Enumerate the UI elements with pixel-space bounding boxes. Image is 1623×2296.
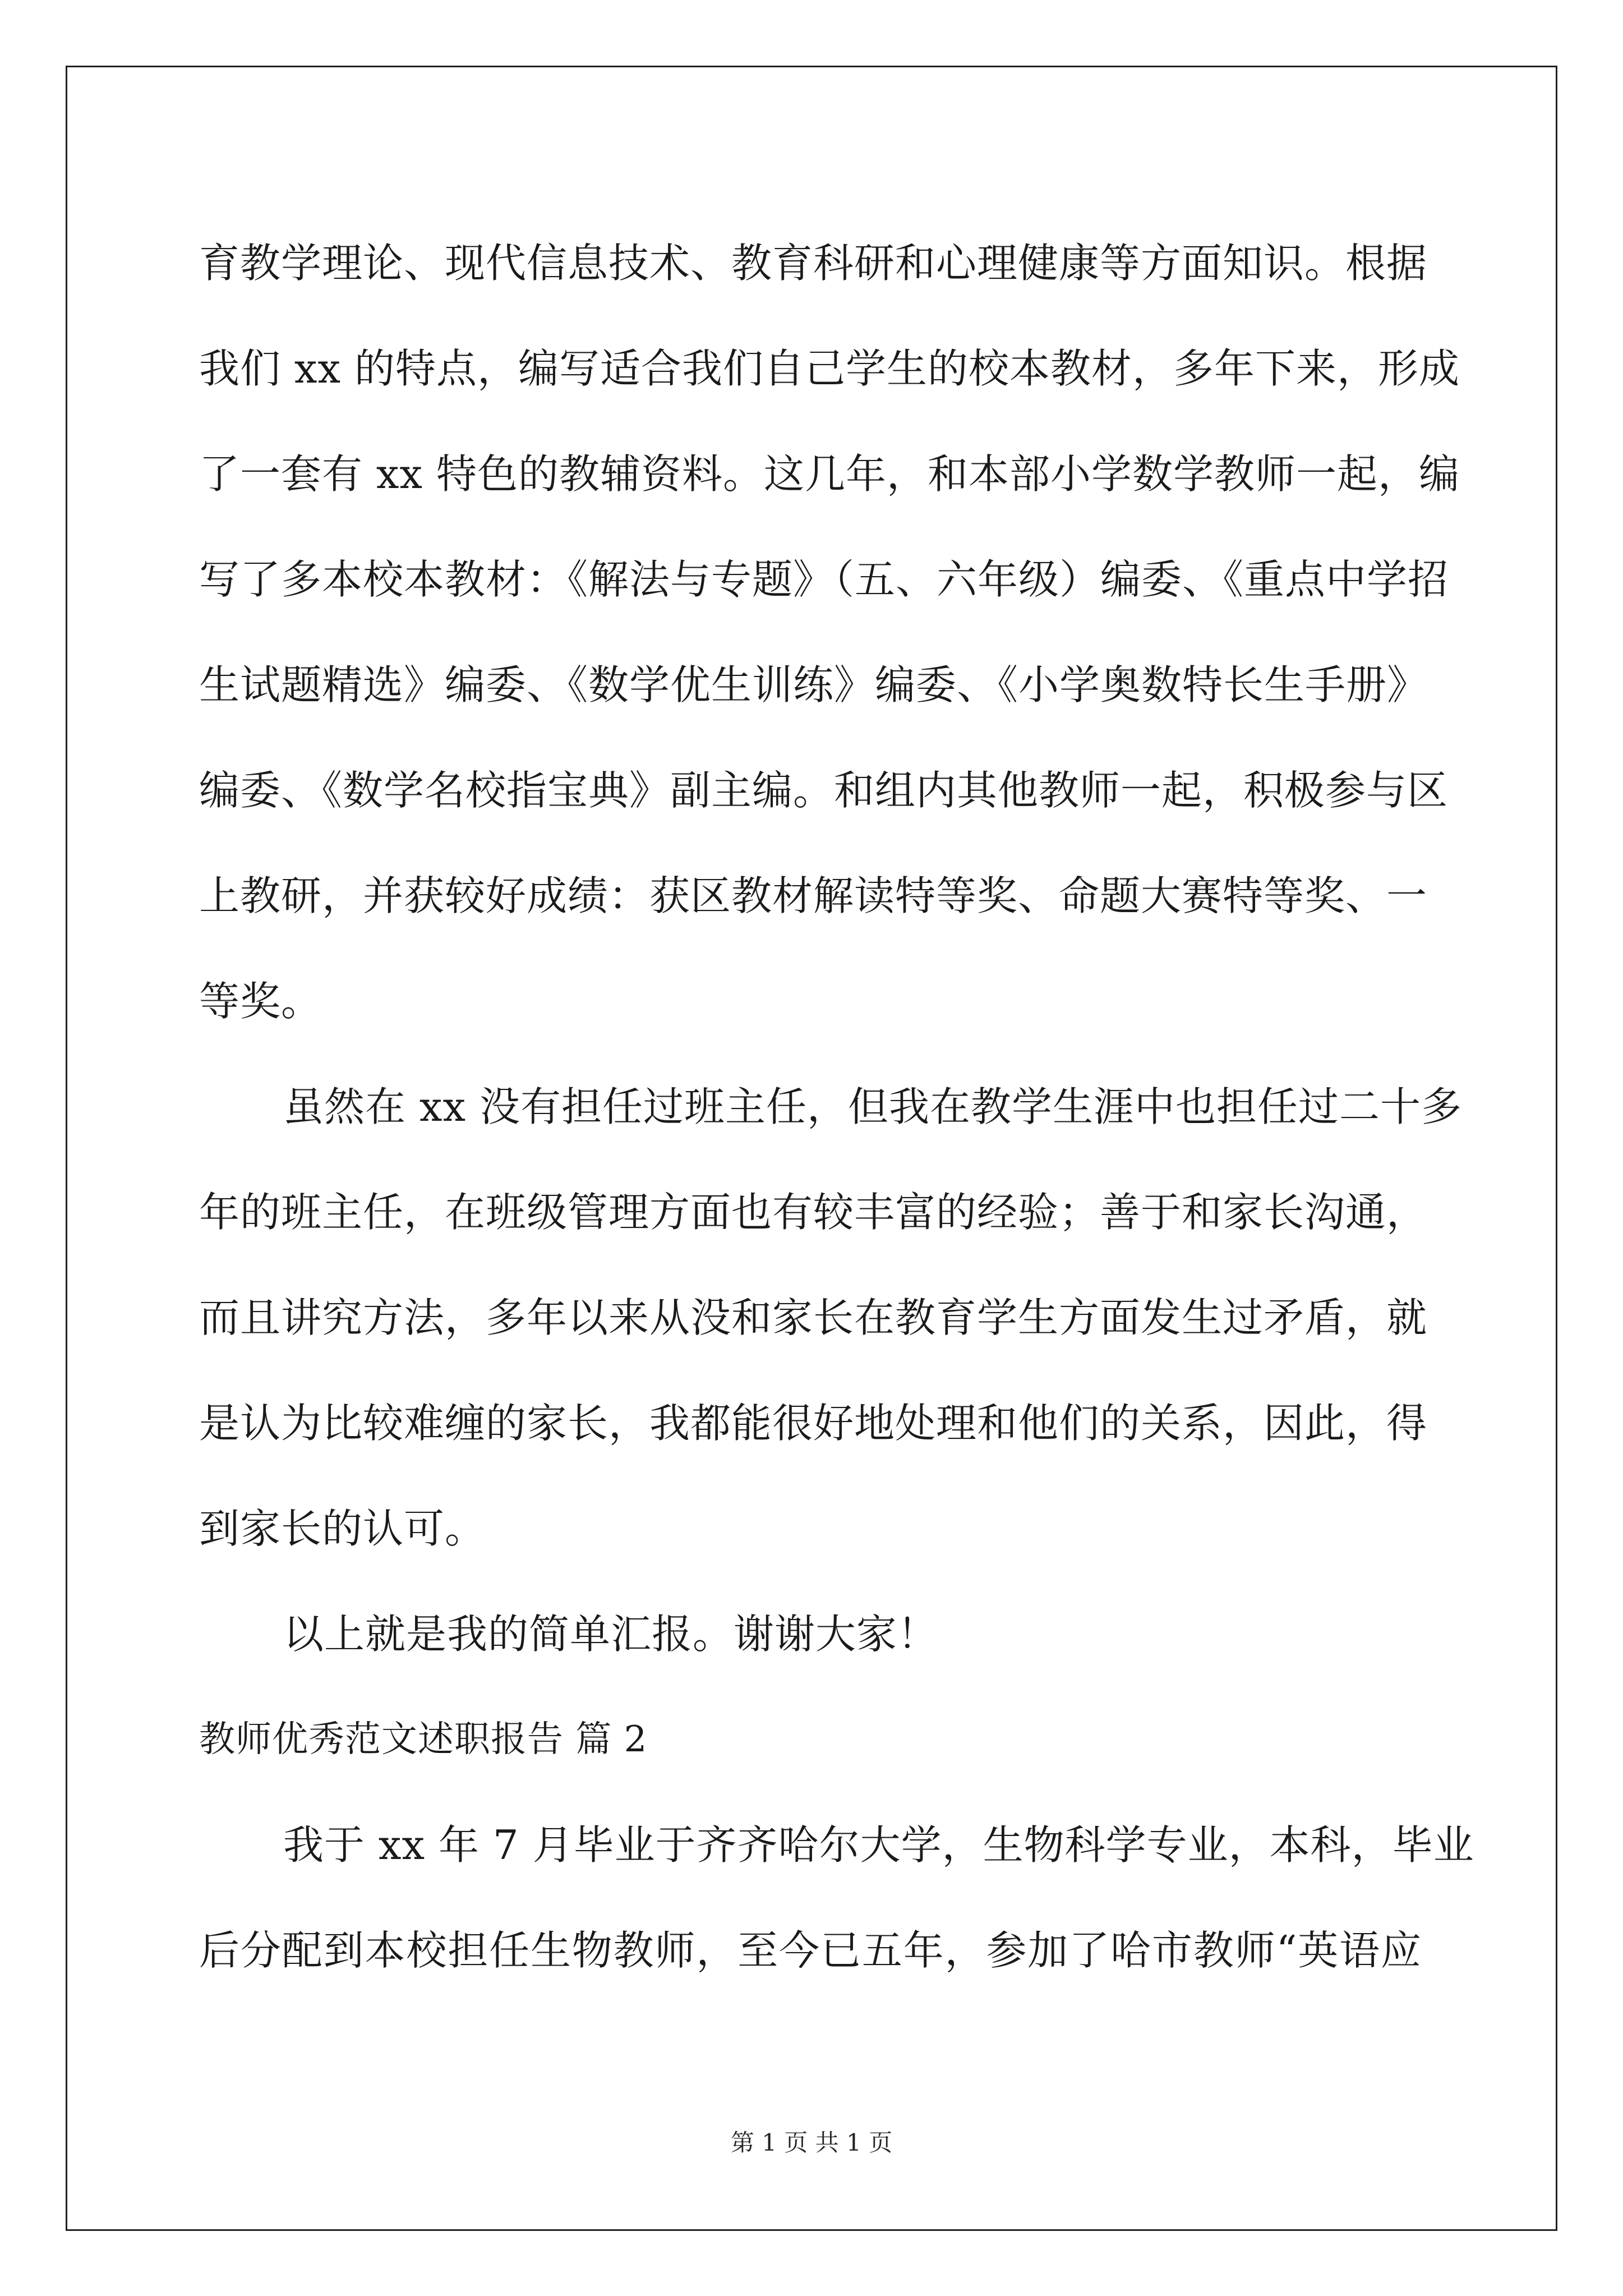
body-line: 到家长的认可。 (199, 1505, 486, 1552)
body-line: 上教研，并获较好成绩：获区教材解读特等奖、命题大赛特等奖、一 (199, 872, 1428, 919)
body-line: 编委、《数学名校指宝典》副主编。和组内其他教师一起，积极参与区 (199, 767, 1449, 814)
closing-line: 以上就是我的简单汇报。谢谢大家！ (283, 1611, 939, 1658)
body-line: 等奖。 (199, 978, 322, 1025)
body-line: 而且讲究方法，多年以来从没和家长在教育学生方面发生过矛盾，就 (199, 1294, 1428, 1341)
body-line: 写了多本校本教材：《解法与专题》（五、六年级）编委、《重点中学招 (199, 556, 1449, 603)
body-line: 了一套有 xx 特色的教辅资料。这几年，和本部小学数学教师一起，编 (199, 450, 1460, 498)
body-line: 育教学理论、现代信息技术、教育科研和心理健康等方面知识。根据 (199, 240, 1428, 287)
body-line: 是认为比较难缠的家长，我都能很好地处理和他们的关系，因此，得 (199, 1400, 1428, 1447)
document-body (199, 210, 1474, 2003)
page-footer: 第 1 页 共 1 页 (730, 2129, 893, 2156)
paragraph-first-line: 我于 xx 年 7 月毕业于齐齐哈尔大学，生物科学专业，本科，毕业 (283, 1821, 1474, 1869)
body-line: 生试题精选》编委、《数学优生训练》编委、《小学奥数特长生手册》 (199, 661, 1428, 708)
body-line: 年的班主任，在班级管理方面也有较丰富的经验；善于和家长沟通， (199, 1189, 1428, 1236)
body-line: 我们 xx 的特点，编写适合我们自己学生的校本教材，多年下来，形成 (199, 345, 1460, 392)
body-line: 后分配到本校担任生物教师，至今已五年，参加了哈市教师“英语应 (199, 1927, 1422, 1974)
paragraph-first-line: 虽然在 xx 没有担任过班主任，但我在教学生涯中也担任过二十多 (283, 1083, 1462, 1130)
section-heading: 教师优秀范文述职报告 篇 2 (199, 1719, 648, 1760)
